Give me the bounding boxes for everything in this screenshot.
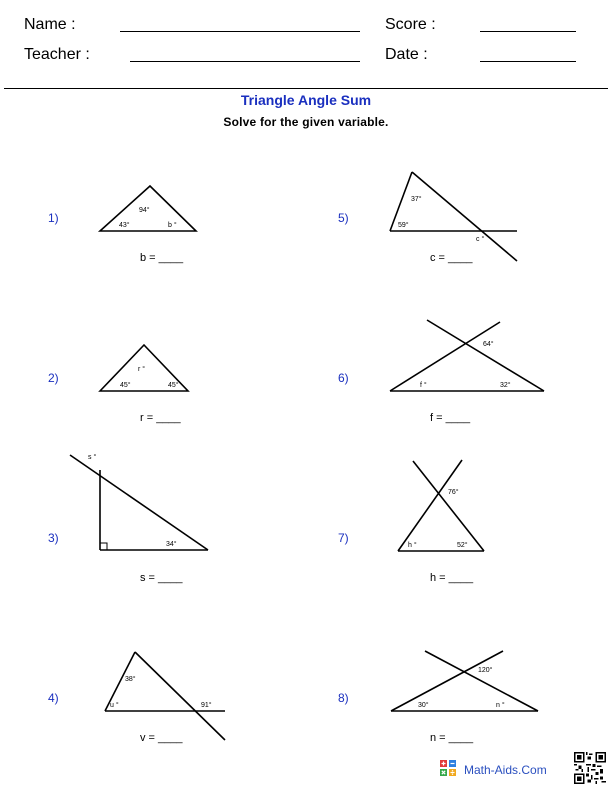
triangle-3-hypotenuse — [70, 455, 208, 550]
problem-number-3: 3) — [48, 531, 59, 545]
angle-label: s ° — [88, 454, 97, 461]
angle-label: 76° — [448, 489, 459, 496]
answer-blank-6[interactable]: f = ____ — [430, 412, 471, 424]
problem-number-8: 8) — [338, 691, 349, 705]
triangle-6-left — [390, 322, 500, 391]
problem-number-1: 1) — [48, 211, 59, 225]
problem-number-4: 4) — [48, 691, 59, 705]
angle-label: n ° — [496, 702, 505, 709]
angle-label: 120° — [478, 667, 493, 674]
math-aids-logo-icon — [440, 760, 456, 776]
math-aids-brand[interactable]: Math-Aids.Com — [464, 763, 547, 777]
problem-number-2: 2) — [48, 371, 59, 385]
answer-blank-3[interactable]: s = ____ — [140, 572, 183, 584]
angle-label: u ° — [110, 702, 119, 709]
answer-blank-4[interactable]: v = ____ — [140, 732, 183, 744]
angle-label: 30° — [418, 702, 429, 709]
angle-label: 38° — [125, 676, 136, 683]
angle-label: 37° — [411, 196, 422, 203]
answer-blank-1[interactable]: b = ____ — [140, 252, 184, 264]
angle-label: 91° — [201, 702, 212, 709]
teacher-label: Teacher : — [24, 46, 90, 63]
problem-number-7: 7) — [338, 531, 349, 545]
angle-label: 64° — [483, 341, 494, 348]
triangle-3-right-angle — [100, 543, 107, 550]
angle-label: 32° — [500, 382, 511, 389]
date-label: Date : — [385, 46, 428, 63]
angle-label: 43° — [119, 222, 130, 229]
angle-label: r ° — [138, 366, 146, 373]
triangle-8-left — [391, 651, 503, 711]
triangle-4-right — [135, 652, 225, 740]
angle-label: h ° — [408, 542, 417, 549]
angle-label: 94° — [139, 207, 150, 214]
problem-number-6: 6) — [338, 371, 349, 385]
triangle-8-right — [425, 651, 538, 711]
triangle-7-left — [398, 460, 462, 551]
angle-label: 45° — [168, 382, 179, 389]
angle-label: b ° — [168, 222, 177, 229]
answer-blank-8[interactable]: n = ____ — [430, 732, 474, 744]
answer-blank-5[interactable]: c = ____ — [430, 252, 473, 264]
worksheet-title: Triangle Angle Sum — [240, 92, 372, 108]
problem-number-5: 5) — [338, 211, 349, 225]
angle-label: 59° — [398, 222, 409, 229]
worksheet-instructions: Solve for the given variable. — [223, 115, 389, 129]
angle-label: 34° — [166, 541, 177, 548]
angle-label: f ° — [420, 382, 427, 389]
answer-blank-2[interactable]: r = ____ — [140, 412, 181, 424]
qr-code-icon — [574, 752, 606, 784]
answer-blank-7[interactable]: h = ____ — [430, 572, 474, 584]
angle-label: 45° — [120, 382, 131, 389]
angle-label: c ° — [476, 236, 485, 243]
angle-label: 52° — [457, 542, 468, 549]
triangle-7-right — [413, 461, 484, 551]
name-label: Name : — [24, 16, 76, 33]
triangle-5-right — [412, 172, 517, 261]
score-label: Score : — [385, 16, 436, 33]
